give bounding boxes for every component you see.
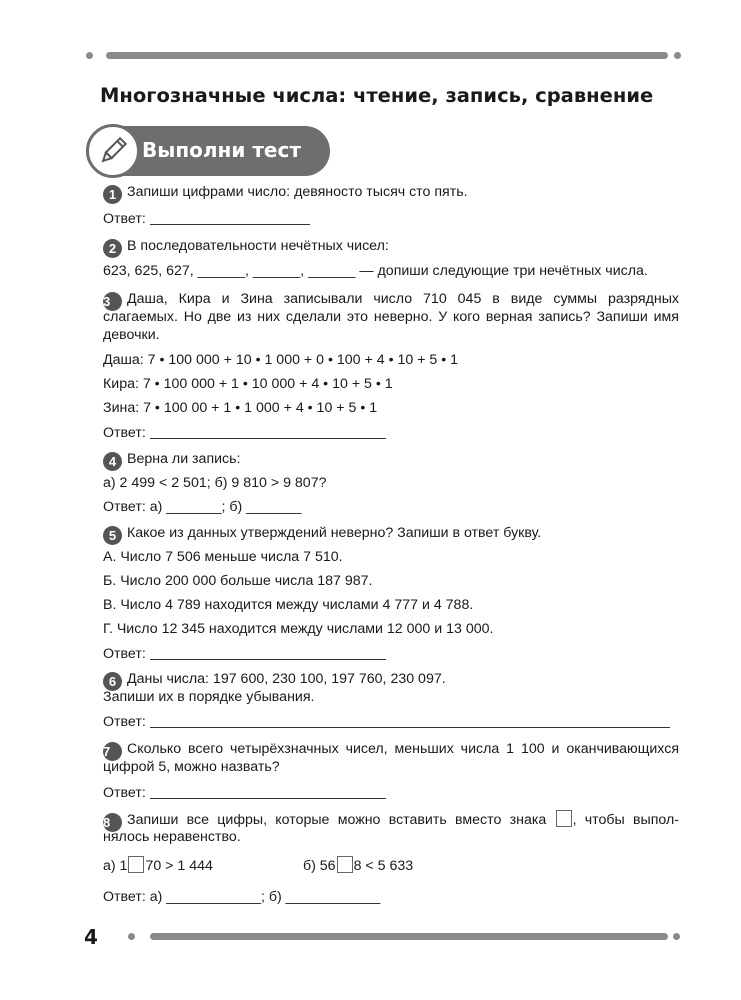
header-dot-left bbox=[86, 52, 93, 59]
digit-box-b[interactable] bbox=[337, 856, 353, 873]
blank-box-icon bbox=[556, 810, 572, 827]
task-4 bbox=[103, 450, 241, 471]
task-number: 3 bbox=[103, 292, 122, 311]
answer-label: Ответ: bbox=[103, 785, 146, 801]
page-title: Многозначные числа: чтение, запись, сравнение bbox=[100, 84, 654, 107]
task-text: Даша, Кира и Зина записывали число 710 045 в виде суммы разрядных bbox=[127, 291, 679, 307]
pencil-icon bbox=[97, 135, 129, 167]
task-5-answer bbox=[103, 645, 386, 663]
answer-field[interactable] bbox=[150, 784, 386, 799]
task-text: В последовательности нечётных чисел: bbox=[127, 238, 389, 254]
task-text: Запиши все цифры, которые можно вставить вместо знака bbox=[127, 812, 547, 828]
task-text: Сколько всего четырёхзначных чисел, меньших числа 1 100 и оканчивающихся bbox=[127, 741, 679, 757]
header-rule bbox=[106, 52, 668, 59]
task-text: Запиши цифрами число: девяносто тысяч сто пять. bbox=[127, 184, 468, 200]
task-3-line3: девочки. bbox=[103, 327, 160, 343]
answer-field[interactable] bbox=[150, 210, 310, 225]
task-7-line2: цифрой 5, можно назвать? bbox=[103, 759, 280, 775]
task-text: Даны числа: 197 600, 230 100, 197 760, 230 097. bbox=[127, 671, 446, 687]
task-text: Какое из данных утверждений неверно? Запиши в ответ букву. bbox=[127, 525, 542, 541]
page-number: 4 bbox=[84, 925, 98, 949]
task-number: 6 bbox=[103, 672, 122, 691]
task-3-kira: Кира: 7 • 100 000 + 1 • 10 000 + 4 • 10 + 5 • 1 bbox=[103, 376, 393, 392]
task-number: 8 bbox=[103, 813, 122, 832]
task-2 bbox=[103, 237, 389, 258]
footer-dot-right bbox=[673, 933, 680, 940]
task-8-b bbox=[303, 856, 413, 875]
task-8-answer: Ответ: а) ____________; б) ____________ bbox=[103, 889, 381, 905]
task-4-items: а) 2 499 < 2 501; б) 9 810 > 9 807? bbox=[103, 475, 327, 491]
task-number: 2 bbox=[103, 239, 122, 258]
answer-field[interactable] bbox=[150, 424, 386, 439]
task-3-answer bbox=[103, 424, 386, 442]
footer-dot-left bbox=[128, 933, 135, 940]
footer-rule bbox=[150, 933, 668, 940]
task-text: Верна ли запись: bbox=[127, 451, 241, 467]
banner-icon-circle bbox=[86, 124, 140, 178]
task-8-a-pre: а) 1 bbox=[103, 858, 128, 874]
task-3-dasha: Даша: 7 • 100 000 + 10 • 1 000 + 0 • 100 + 4 • 10 + 5 • 1 bbox=[103, 352, 459, 368]
task-1 bbox=[103, 183, 468, 204]
task-number: 1 bbox=[103, 185, 122, 204]
task-5-option-c: В. Число 4 789 находится между числами 4 777 и 4 788. bbox=[103, 597, 474, 613]
task-1-answer bbox=[103, 210, 310, 228]
task-6-answer bbox=[103, 713, 670, 731]
task-number: 7 bbox=[103, 742, 122, 761]
task-3-line2: слагаемых. Но две из них сделали это неверно. У кого верная запись? Запиши имя bbox=[103, 309, 679, 325]
task-5 bbox=[103, 524, 541, 545]
answer-label: Ответ: bbox=[103, 714, 146, 730]
task-5-option-b: Б. Число 200 000 больше числа 187 987. bbox=[103, 573, 373, 589]
banner-label: Выполни тест bbox=[142, 138, 301, 162]
header-dot-right bbox=[674, 52, 681, 59]
answer-label: Ответ: bbox=[103, 425, 146, 441]
task-text-cont: , чтобы выпол- bbox=[572, 812, 679, 828]
task-8-a-post: 70 > 1 444 bbox=[145, 858, 213, 874]
task-number: 5 bbox=[103, 526, 122, 545]
task-8-b-post: 8 < 5 633 bbox=[353, 858, 414, 874]
task-number: 4 bbox=[103, 452, 122, 471]
task-7-answer bbox=[103, 784, 386, 802]
task-6-text2: Запиши их в порядке убывания. bbox=[103, 689, 315, 705]
task-8-b-pre: б) 56 bbox=[303, 858, 336, 874]
answer-label: Ответ: bbox=[103, 211, 146, 227]
task-8-line2: нялось неравенство. bbox=[103, 829, 241, 845]
task-5-option-a: А. Число 7 506 меньше числа 7 510. bbox=[103, 549, 343, 565]
answer-field[interactable] bbox=[150, 713, 670, 728]
answer-field[interactable] bbox=[150, 645, 386, 660]
task-2-sequence: 623, 625, 627, ______, ______, ______ — допиши следующие три нечётных числа. bbox=[103, 263, 648, 279]
task-8-a bbox=[103, 856, 213, 875]
digit-box-a[interactable] bbox=[128, 856, 144, 873]
answer-label: Ответ: bbox=[103, 646, 146, 662]
task-4-answer: Ответ: а) _______; б) _______ bbox=[103, 499, 302, 515]
task-5-option-d: Г. Число 12 345 находится между числами 12 000 и 13 000. bbox=[103, 621, 494, 637]
task-3-zina: Зина: 7 • 100 00 + 1 • 1 000 + 4 • 10 + 5 • 1 bbox=[103, 400, 378, 416]
